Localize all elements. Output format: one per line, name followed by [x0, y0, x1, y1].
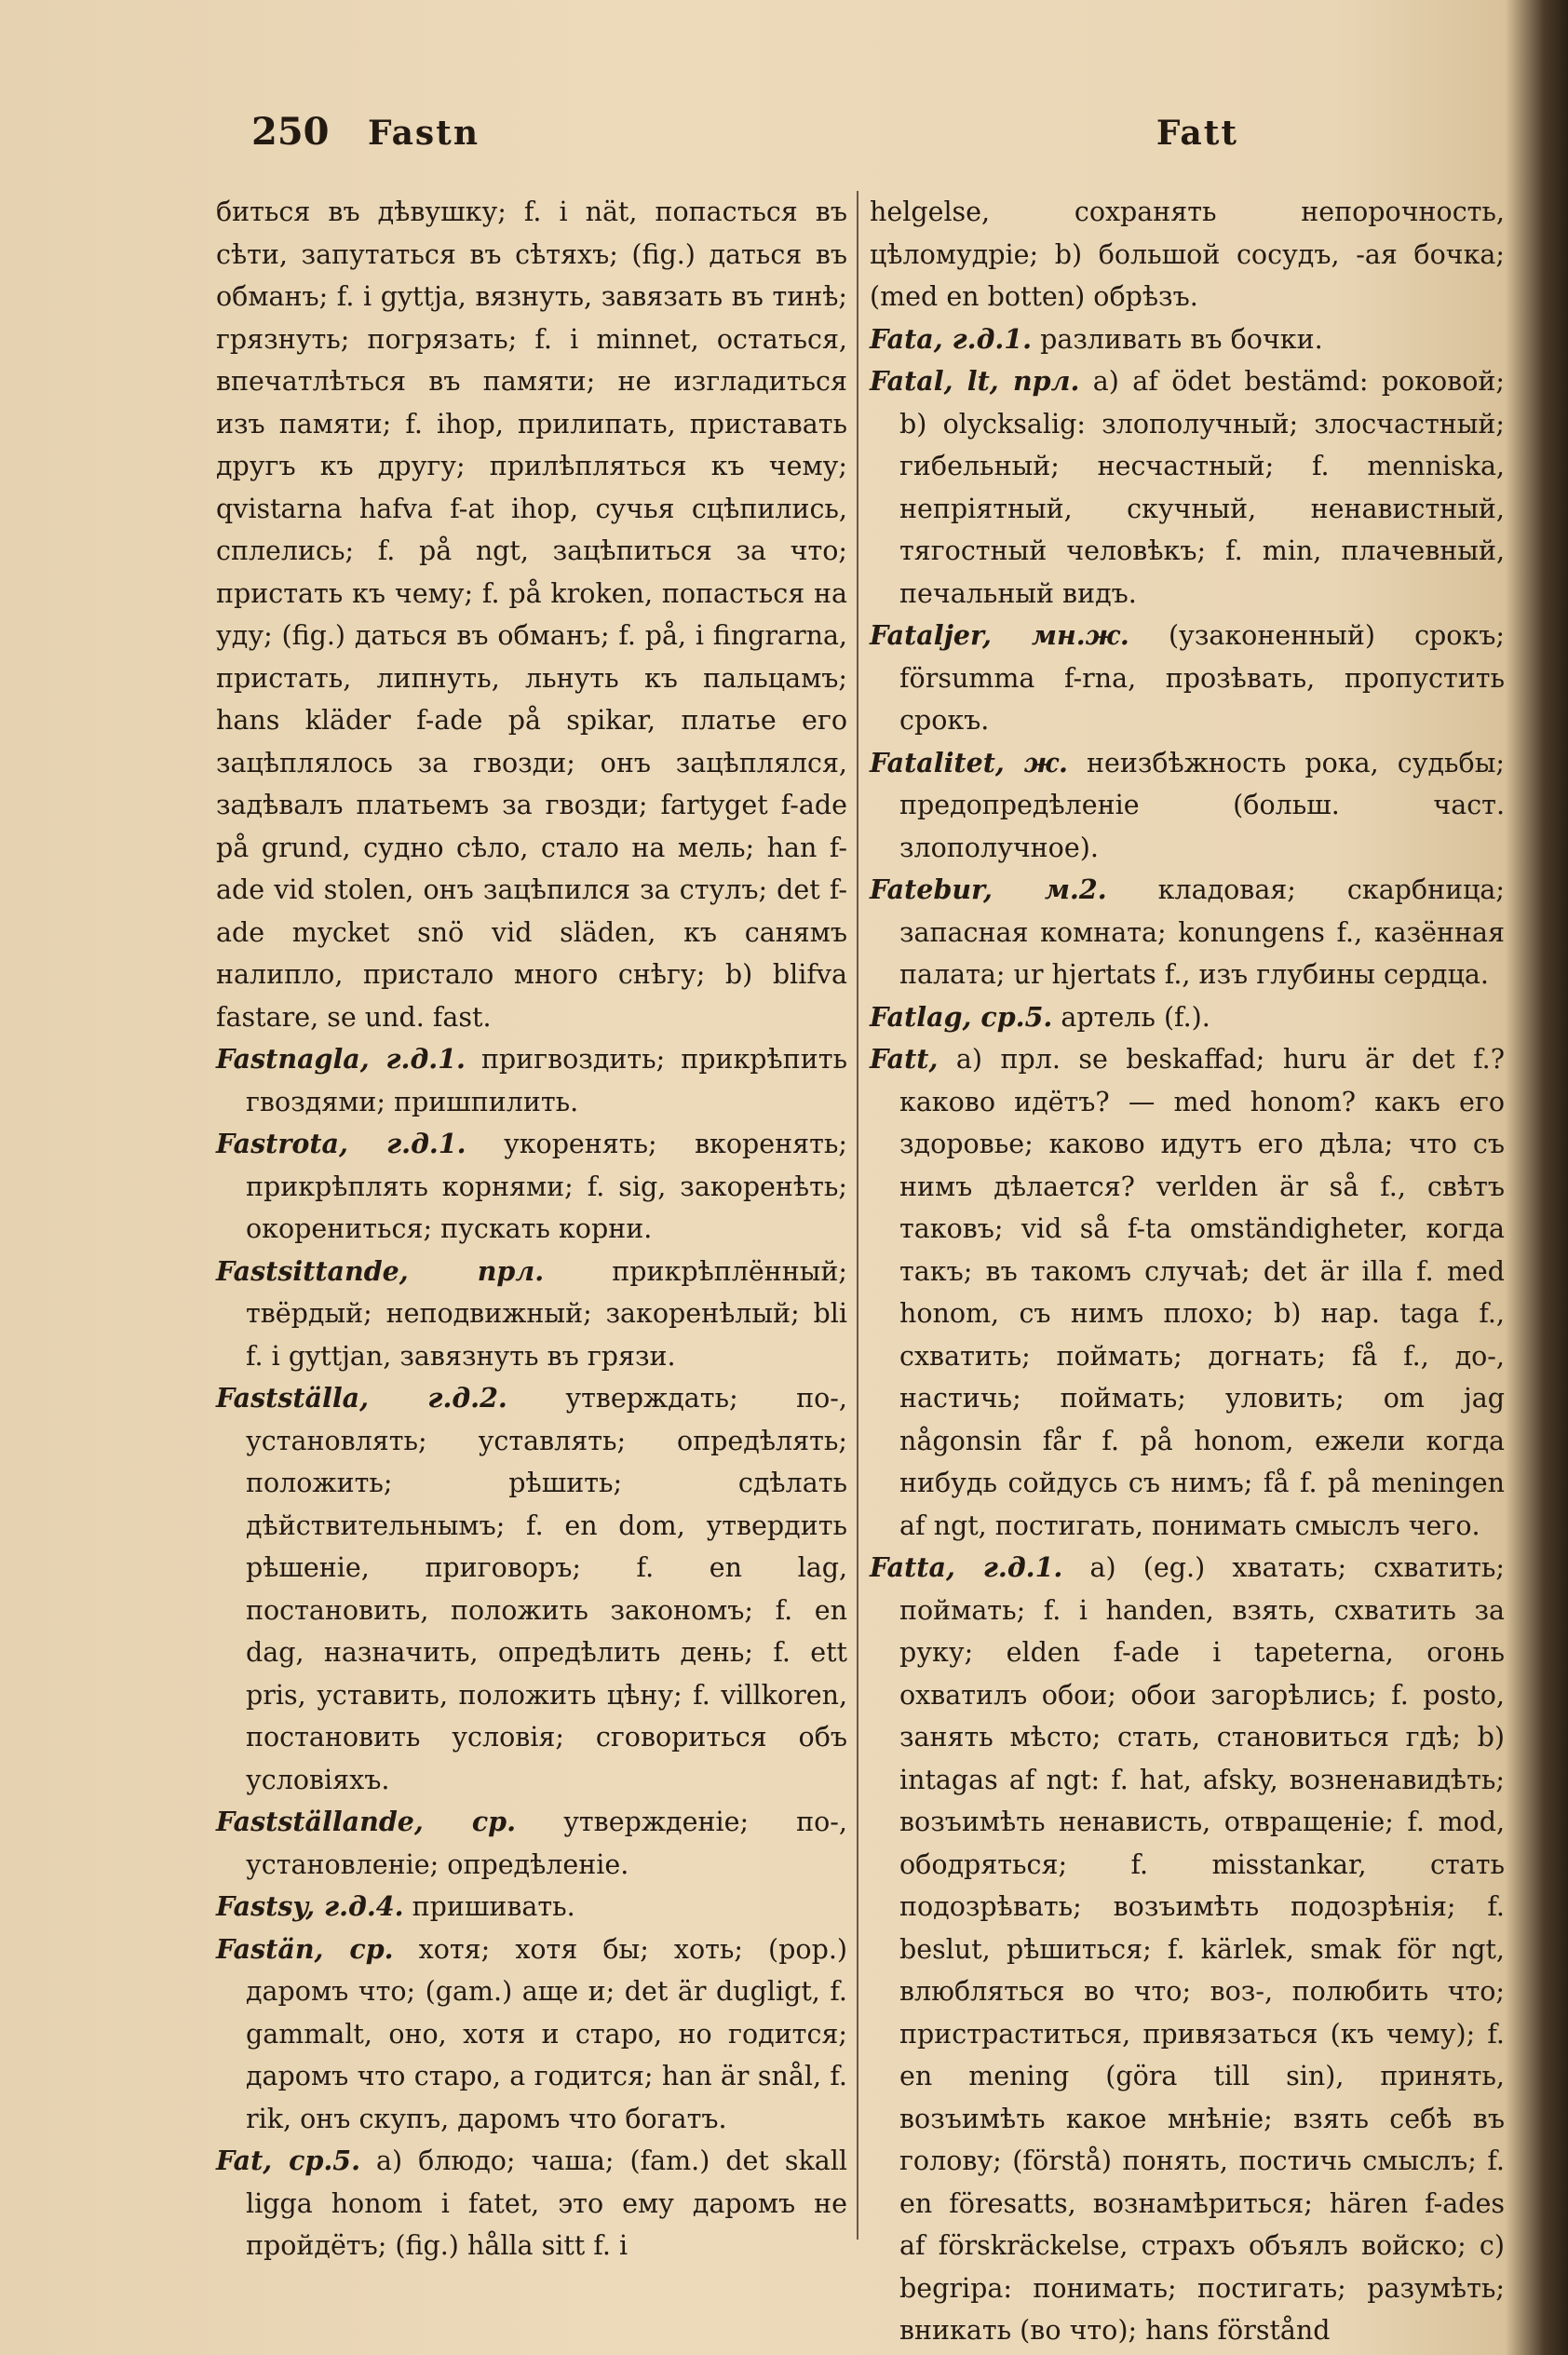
dictionary-entry	[870, 1547, 1505, 2352]
page-number: 250	[251, 110, 330, 154]
entry-text: неизбѣжность рока, судьбы; предопредѣленіе (больш. част. злополучное).	[899, 747, 1505, 863]
dictionary-entry	[216, 1929, 847, 2141]
entry-headword: Fatalitet, ж.	[870, 746, 1068, 778]
entry-text: укоренять; вкоренять; прикрѣплять корнями; f. sig, закоренѣть; окорениться; пускать корни.	[246, 1129, 848, 1244]
entry-text: a) (eg.) хватать; схватить; поймать; f. i handen, взять, схватить за руку; elden f-ade i tapeterna, огонь охватилъ обои; обои загорѣлись; f. posto, занять мѣсто; стать, становиться гдѣ; b) intagas af ngt: f. hat, afsky, возненавидѣть; возъимѣть ненависть, отвращеніе; f. mod, ободряться; f. misstankar, стать подозрѣвать; возъимѣть подозрѣнія; f. beslut, рѣшиться; f. kärlek, smak för ngt, влюбляться во что; воз-, полюбить что; пристраститься, привязаться (къ чему); f. en mening (göra till sin), принять, возъимѣть какое мнѣніе; взять себѣ въ голову; (förstå) понять, постичь смыслъ; f. en föresatts, вознамѣриться; hären f-ades af förskräckelse, страхъ объялъ войско; c) begripa: понимать; постигать; разумѣть; вникать (во что); hans förstånd	[899, 1552, 1506, 2346]
right-running-headword: Fatt	[1156, 114, 1238, 153]
entry-headword: Fastställa, г.д.2.	[216, 1382, 507, 1414]
entry-headword: Fatlag, ср.5.	[870, 1000, 1053, 1033]
entry-text: биться въ дѣвушку; f. i nät, попасться въ сѣти, запутаться въ сѣтяхъ; (fig.) даться въ обманъ; f. i gyttja, вязнуть, завязать въ тинѣ; грязнуть; погрязать; f. i minnet, остаться, впечатлѣться въ памяти; не изгладиться изъ памяти; f. ihop, прилипать, приставать другъ къ другу; прилѣпляться къ чему; qvistarna hafva f-at ihop, сучья сцѣпились, сплелись; f. på ngt, зацѣпиться за что; пристать къ чему; f. på kroken, попасться на уду; (fig.) даться въ обманъ; f. på, i fingrarna, пристать, липнуть, льнуть къ пальцамъ; hans kläder f-ade på spikar, платье его зацѣплялось за гвозди; онъ зацѣплялся, задѣвалъ платьемъ за гвозди; fartyget f-ade på grund, судно сѣло, стало на мель; han f-ade vid stolen, онъ зацѣпился за стулъ; det f-ade mycket snö vid släden, къ санямъ налипло, пристало много снѣгу; b) blifva fastare, se und. fast.	[216, 196, 847, 1033]
entry-headword: Fastrota, г.д.1.	[216, 1128, 466, 1159]
dictionary-entry	[870, 615, 1505, 742]
dictionary-entry	[870, 360, 1505, 615]
page-header	[251, 110, 1238, 166]
entry-text: a) af ödet bestämd: роковой; b) olycksalig: злополучный; злосчастный; гибельный; несчастный; f. menniska, непріятный, скучный, ненавистный, тягостный человѣкъ; f. min, плачевный, печальный видъ.	[899, 366, 1505, 609]
dictionary-entry	[216, 1251, 847, 1378]
entry-headword: Fastsy, г.д.4.	[216, 1890, 404, 1922]
entry-text: пригвоздить; прикрѣпить гвоздями; пришпилить.	[246, 1044, 847, 1117]
right-column	[870, 191, 1506, 2346]
entry-headword: Fastställande, ср.	[216, 1806, 517, 1837]
entry-headword: Fastsittande, прл.	[216, 1254, 545, 1287]
entry-headword: Fatt,	[870, 1043, 939, 1075]
entry-headword: Fastnagla, г.д.1.	[216, 1043, 466, 1075]
dictionary-entry	[216, 1377, 847, 1801]
entry-text: a) прл. se beskaffad; huru är det f.? каково идётъ? — med honom? какъ его здоровье; каково идутъ его дѣла; что съ нимъ дѣлается? verlden är så f., свѣтъ таковъ; vid så f-ta omständigheter, когда такъ; въ такомъ случаѣ; det är illa f. med honom, съ нимъ плохо; b) нар. taga f., схватить; поймать; догнать; få f., до-, настичь; поймать; уловить; om jag någonsin får f. på honom, ежели когда нибудь сойдусь съ нимъ; få f. på meningen af ngt, постигать, понимать смыслъ чего.	[899, 1044, 1506, 1541]
entry-headword: Fastän, ср.	[216, 1932, 394, 1965]
entry-headword: Fatta, г.д.1.	[870, 1551, 1063, 1583]
entry-headword: Fatal, lt, прл.	[870, 365, 1080, 397]
left-running-headword: Fastn	[368, 114, 480, 153]
entry-headword: Fata, г.д.1.	[870, 322, 1033, 355]
dictionary-entry	[870, 869, 1505, 996]
column-divider	[857, 191, 858, 2240]
entry-text: разливать въ бочки.	[1040, 323, 1323, 355]
dictionary-entry	[216, 1886, 847, 1929]
dictionary-entry	[870, 742, 1505, 870]
entry-text: утверждать; по-, установлять; уставлять; опредѣлять; положить; рѣшить; сдѣлать дѣйствительнымъ; f. en dom, утвердить рѣшеніе, приговоръ; f. en lag, постановить, положить закономъ; f. en dag, назначить, опредѣлить день; f. ett pris, уставить, положить цѣну; f. villkoren, постановить условія; сговориться объ условіяхъ.	[246, 1383, 847, 1795]
entry-text: пришивать.	[412, 1891, 575, 1922]
entry-text: артель (f.).	[1061, 1001, 1210, 1033]
dictionary-entry	[216, 1038, 847, 1123]
entry-headword: Fatebur, м.2.	[870, 873, 1107, 905]
dictionary-entry	[870, 318, 1505, 361]
entry-text: (узаконенный) срокъ; försumma f-rna, прозѣвать, пропустить срокъ.	[899, 620, 1506, 736]
entry-text: helgelse, сохранять непорочность, цѣломудріе; b) большой сосудъ, -ая бочка; (med en botten) обрѣзъ.	[870, 196, 1505, 312]
dictionary-entry	[870, 996, 1505, 1039]
dictionary-entry	[216, 1123, 847, 1251]
entry-text: a) блюдо; чаша; (fam.) det skall ligga honom i fatet, это ему даромъ не пройдётъ; (fig.) hålla sitt f. i	[246, 2145, 847, 2261]
dictionary-entry	[870, 1038, 1505, 1547]
left-column	[216, 191, 848, 2261]
dictionary-entry	[870, 191, 1505, 318]
dictionary-entry	[216, 2140, 847, 2267]
entry-text: хотя; хотя бы; хоть; (pop.) даромъ что; (gam.) аще и; det är dugligt, f. gammalt, оно, хотя и старо, но годится; даромъ что старо, а годится; han är snål, f. rik, онъ скупъ, даромъ что богатъ.	[246, 1933, 847, 2134]
entry-text: утвержденіе; по-, установленіе; опредѣленіе.	[246, 1807, 847, 1880]
entry-headword: Fataljer, мн.ж.	[870, 619, 1129, 651]
dictionary-entry	[216, 1801, 847, 1886]
entry-headword: Fat, ср.5.	[216, 2145, 361, 2176]
dictionary-entry	[216, 191, 847, 1038]
entry-text: прикрѣплённый; твёрдый; неподвижный; закоренѣлый; bli f. i gyttjan, завязнуть въ грязи.	[246, 1255, 848, 1372]
entry-text: кладовая; скарбница; запасная комната; konungens f., казённая палата; ur hjertats f., изъ глубины сердца.	[899, 874, 1505, 990]
